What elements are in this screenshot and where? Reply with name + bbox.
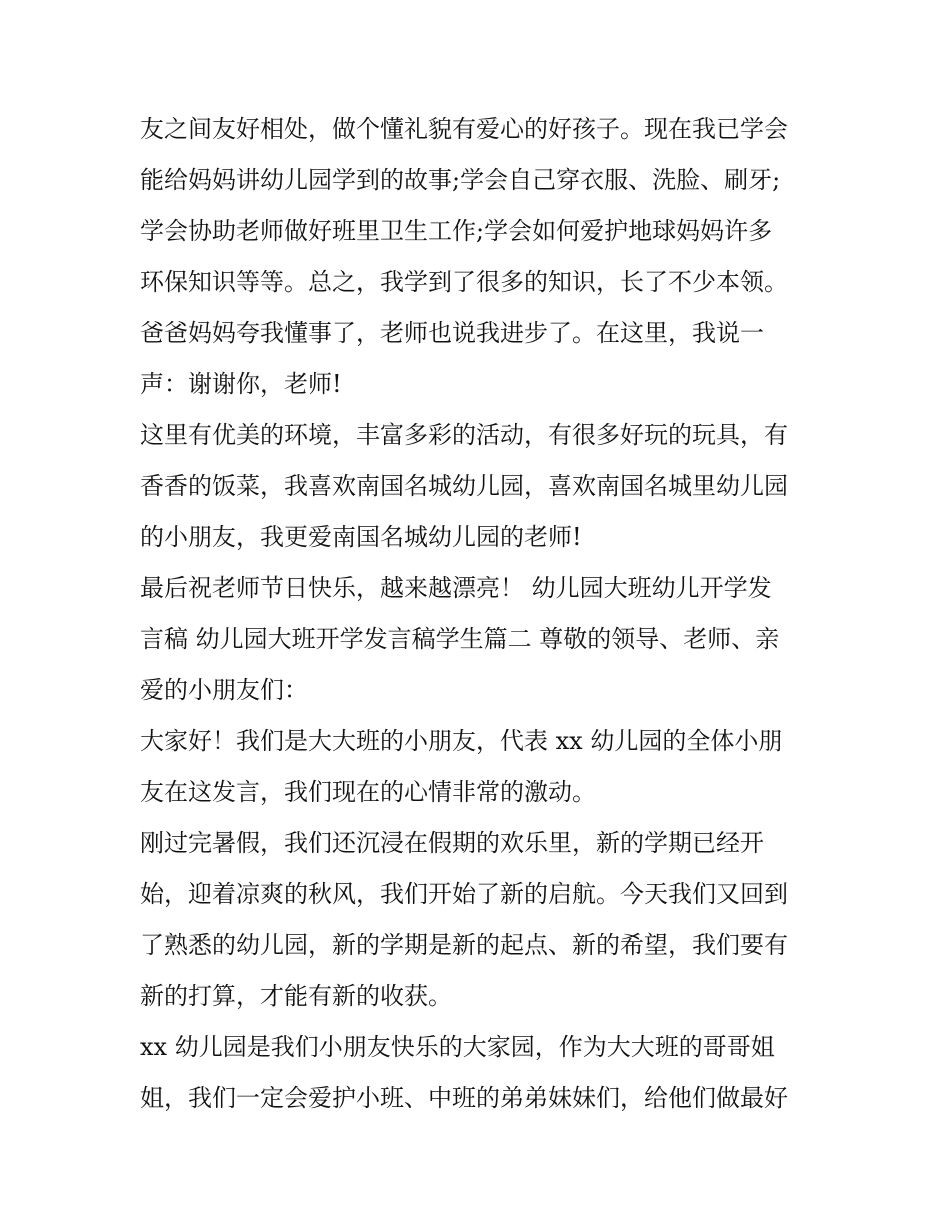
text-line: 大家好！我们是大大班的小朋友，代表 xx 幼儿园的全体小朋 (140, 727, 783, 755)
text-line: xx 幼儿园是我们小朋友快乐的大家园，作为大大班的哥哥姐 (140, 1033, 775, 1061)
text-line: 刚过完暑假，我们还沉浸在假期的欢乐里，新的学期已经开 (140, 829, 764, 857)
text-line: 这里有优美的环境，丰富多彩的活动，有很多好玩的玩具，有 (140, 421, 788, 449)
document-body (140, 104, 812, 1124)
text-line: 友在这发言，我们现在的心情非常的激动。 (140, 778, 596, 806)
text-line: 爱的小朋友们： (140, 676, 308, 704)
text-line: 友之间友好相处，做个懂礼貌有爱心的好孩子。现在我已学会 (140, 115, 788, 143)
text-line: 香香的饭菜，我喜欢南国名城幼儿园，喜欢南国名城里幼儿园 (140, 472, 788, 500)
text-line: 的小朋友，我更爱南国名城幼儿园的老师! (140, 523, 582, 551)
text-line: 姐，我们一定会爱护小班、中班的弟弟妹妹们，给他们做最好 (140, 1084, 788, 1112)
text-line: 声：谢谢你，老师! (140, 370, 342, 398)
text-line: 能给妈妈讲幼儿园学到的故事;学会自己穿衣服、洗脸、刷牙; (140, 166, 781, 194)
text-line: 爸爸妈妈夸我懂事了，老师也说我进步了。在这里，我说一 (140, 319, 764, 347)
text-line: 环保知识等等。总之，我学到了很多的知识，长了不少本领。 (140, 268, 788, 296)
text-line: 最后祝老师节日快乐，越来越漂亮！ 幼儿园大班幼儿开学发 (140, 574, 772, 602)
text-line: 始，迎着凉爽的秋风，我们开始了新的启航。今天我们又回到 (140, 880, 788, 908)
text-line: 新的打算，才能有新的收获。 (140, 982, 452, 1010)
text-line: 学会协助老师做好班里卫生工作;学会如何爱护地球妈妈许多 (140, 217, 773, 245)
text-line: 了熟悉的幼儿园，新的学期是新的起点、新的希望，我们要有 (140, 931, 788, 959)
text-line: 言稿 幼儿园大班开学发言稿学生篇二 尊敬的领导、老师、亲 (140, 625, 780, 653)
